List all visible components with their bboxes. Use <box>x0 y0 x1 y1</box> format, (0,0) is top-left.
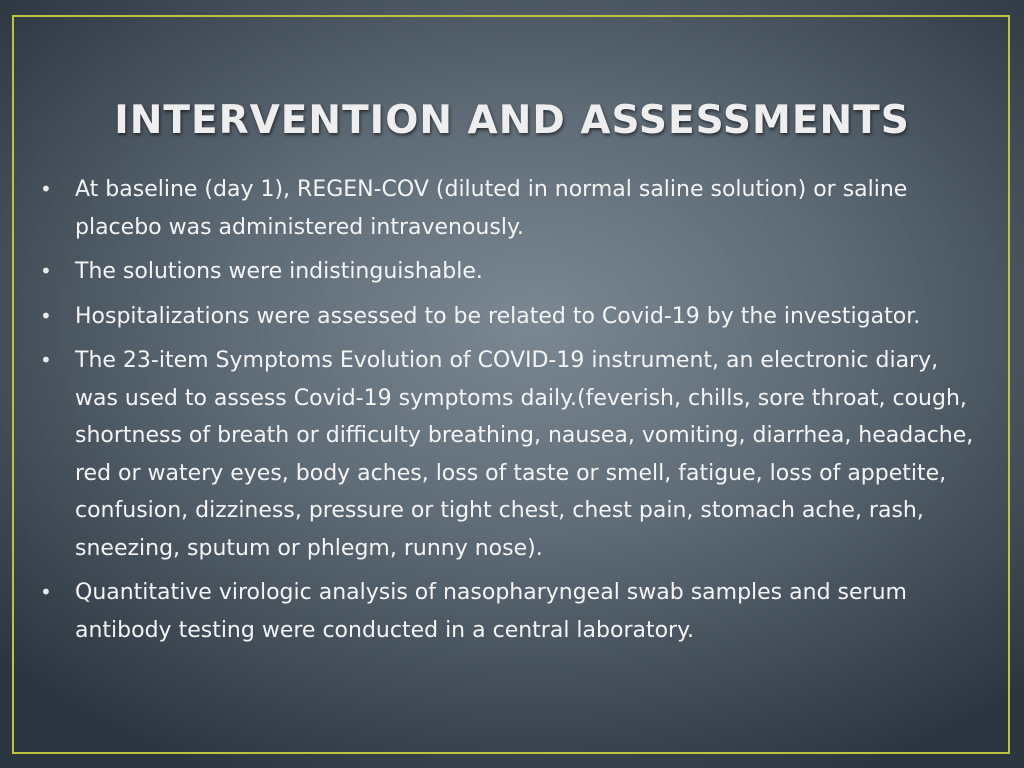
bullet-item-virologic-analysis: • Quantitative virologic analysis of nasopharyngeal swab samples and serum antibody testing were conducted in a central laboratory. <box>40 574 980 649</box>
bullet-item-baseline: • At baseline (day 1), REGEN-COV (diluted in normal saline solution) or saline placebo was administered intravenously. <box>40 171 980 246</box>
bullet-item-solutions: • The solutions were indistinguishable. <box>40 253 980 291</box>
bullet-item-hospitalizations: • Hospitalizations were assessed to be related to Covid-19 by the investigator. <box>40 298 980 336</box>
slide-title: INTERVENTION AND ASSESSMENTS <box>114 98 910 143</box>
bullet-item-symptoms-diary: • The 23-item Symptoms Evolution of COVID-19 instrument, an electronic diary, was used to assess Covid-19 symptoms daily.(feverish, chills, sore throat, cough, shortness of breath or difficulty breathing, nausea, vomiting, diarrhea, headache, red or watery eyes, body aches, loss of taste or smell, fatigue, loss of appetite, confusion, dizziness, pressure or tight chest, chest pain, stomach ache, rash, sneezing, sputum or phlegm, runny nose). <box>40 342 980 567</box>
bullet-list <box>40 171 980 656</box>
